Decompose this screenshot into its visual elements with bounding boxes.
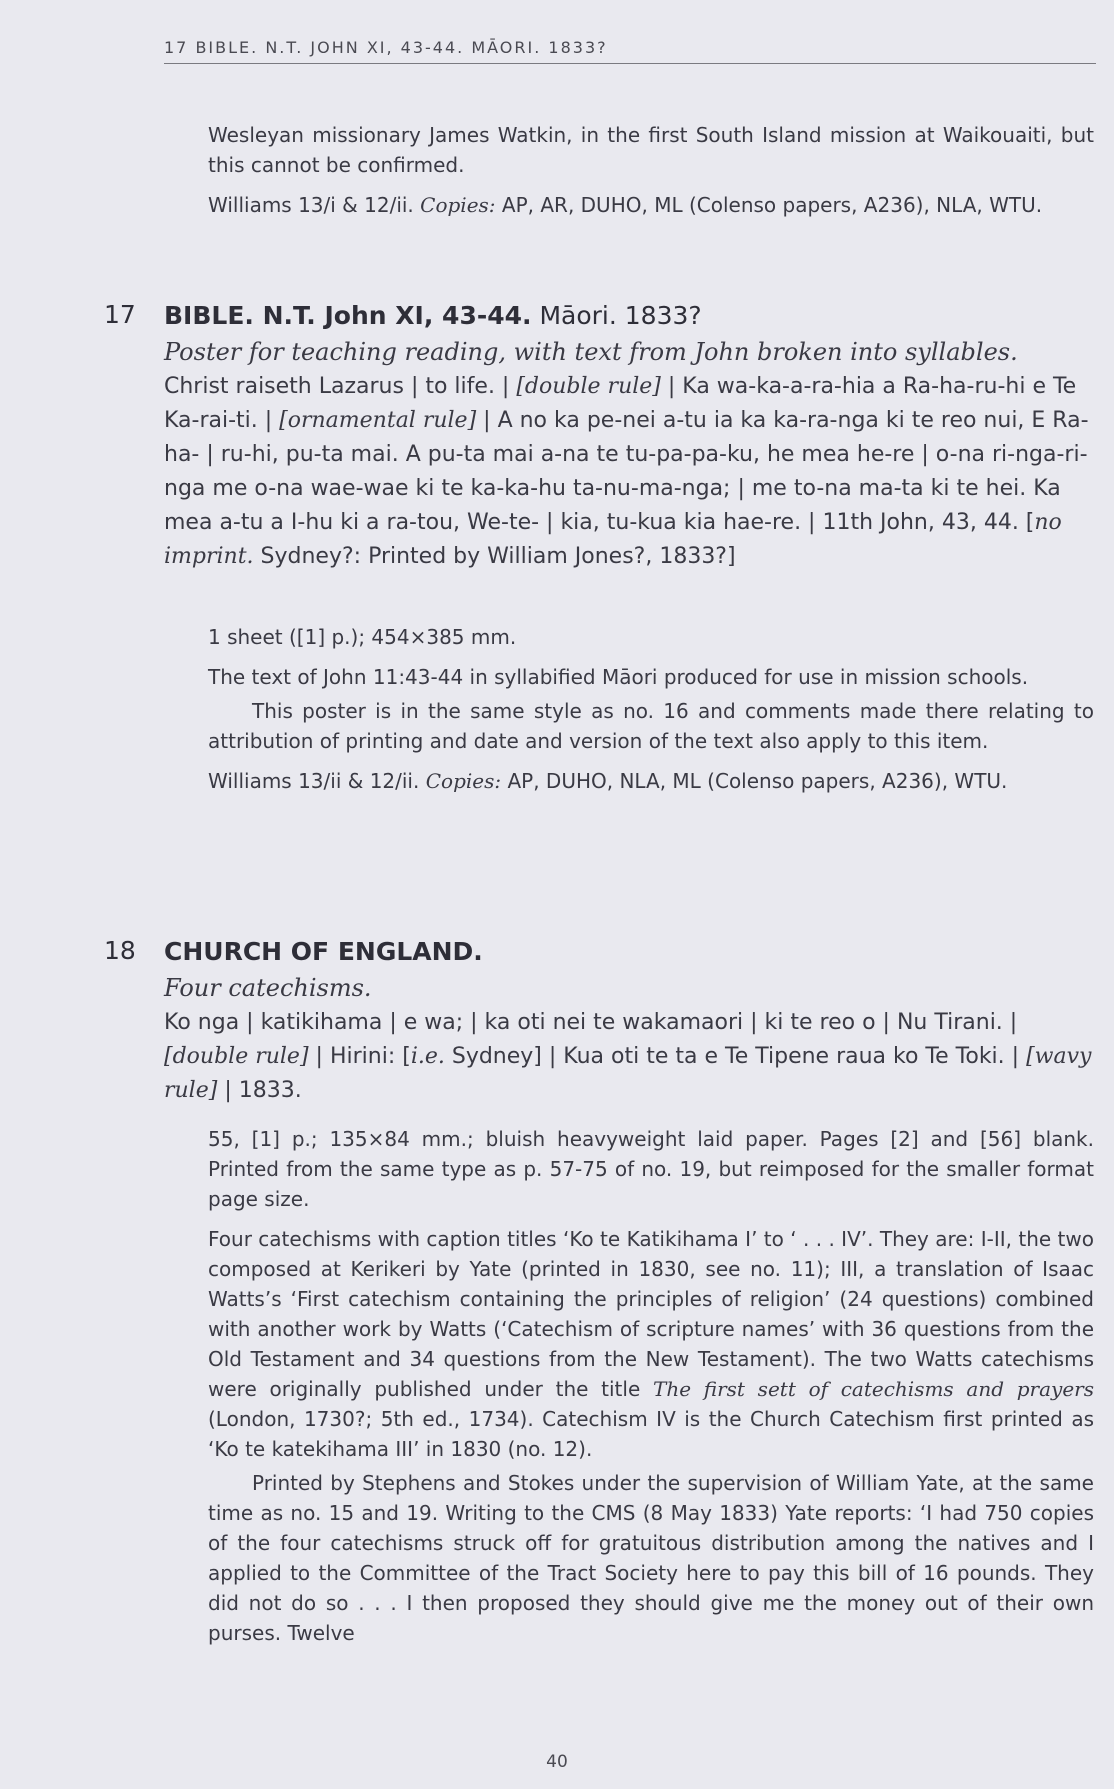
title-transcription (164, 370, 1094, 574)
entry-heading-language-date: Māori. 1833? (539, 301, 702, 330)
transcription-text: Sydney?: Printed by William Jones?, 1833?] (253, 544, 736, 569)
transcription-text: Ko nga | katikihama | e wa; | ka oti nei te wakamaori | ki te reo o | Nu Tirani. | (164, 1010, 1018, 1035)
transcription-text: | Hirini: [ (308, 1044, 411, 1069)
title-transcription (164, 1006, 1094, 1108)
transcription-rule: [double rule] (516, 374, 661, 399)
copies-list: AP, AR, DUHO, ML (Colenso papers, A236), NLA, WTU. (501, 193, 1043, 217)
copies-label: Copies: (425, 769, 502, 793)
entry-number-17: 17 (104, 300, 136, 329)
entry-18-notes (208, 1124, 1094, 1648)
transcription-rule: [wavy rule] (164, 1044, 1092, 1103)
copies-line (208, 190, 1094, 220)
entry-18 (164, 934, 1094, 1108)
entry-heading-title: BIBLE. N.T. John XI, 43-44. (164, 301, 532, 330)
note-paragraph (208, 1224, 1094, 1464)
running-head: 17 BIBLE. N.T. JOHN XI, 43-44. MĀORI. 1833? (164, 38, 1096, 64)
transcription-text: Sydney] | Kua oti te ta e Te Tipene raua ko Te Toki. | (444, 1044, 1027, 1069)
entry-heading (164, 298, 1094, 334)
entry-number-18: 18 (104, 936, 136, 965)
note-paragraph: Wesleyan missionary James Watkin, in the first South Island mission at Waikouaiti, but this cannot be confirmed. (208, 123, 1094, 177)
copies-list: AP, DUHO, NLA, ML (Colenso papers, A236), WTU. (507, 769, 1008, 793)
note-text: (London, 1730?; 5th ed., 1734). Catechism IV is the Church Catechism first printed as ‘Ko te katekihama III’ in 1830 (no. 12). (208, 1407, 1094, 1461)
transcription-text: | 1833. (217, 1078, 302, 1103)
transcription-text: Christ raiseth Lazarus | to life. | (164, 374, 517, 399)
entry-16-continuation (208, 120, 1094, 220)
transcription-rule: [ornamental rule] (279, 408, 477, 433)
entry-17-notes (208, 622, 1094, 796)
note-paragraph: Printed by Stephens and Stokes under the supervision of William Yate, at the same time as no. 15 and 19. Writing to the CMS (8 May 1833) Yate reports: ‘I had 750 copies of the four catechisms struck off for gratuitous distribution among the natives and I applied to the Committee of the Tract Society here to pay this bill of 16 pounds. They did not do so . . . I then proposed they should give me the money out of their own purses. Twelve (208, 1471, 1094, 1645)
imprint-note: no imprint. (164, 510, 1062, 569)
entry-subtitle: Poster for teaching reading, with text from John broken into syllables. (164, 338, 1018, 366)
transcription-abbrev: i.e. (410, 1044, 445, 1069)
entry-heading (164, 934, 1094, 970)
entry-17 (164, 298, 1094, 574)
bibliography-ref: Williams 13/i & 12/ii. (208, 193, 414, 217)
transcription-text: | Ka wa-ka-a-ra-hia a Ra-ha-ru-hi e Te Ka-rai-ti. | (164, 374, 1077, 433)
page-number: 40 (546, 1752, 568, 1772)
work-title: The first sett of catechisms and prayers (652, 1377, 1094, 1401)
transcription-rule: [double rule] (164, 1044, 309, 1069)
entry-subtitle: Four catechisms. (164, 974, 372, 1002)
bibliography-ref: Williams 13/ii & 12/ii. (208, 769, 420, 793)
collation: 55, [1] p.; 135×84 mm.; bluish heavyweight laid paper. Pages [2] and [56] blank. Printed from the same type as p. 57-75 of no. 19, but reimposed for the smaller format page size. (208, 1127, 1094, 1211)
copies-label: Copies: (420, 193, 496, 217)
note-paragraph: This poster is in the same style as no. 16 and comments made there relating to attribution of printing and date and version of the text also apply to this item. (208, 699, 1094, 753)
copies-line (208, 766, 1094, 796)
transcription-text: | A no ka pe-nei a-tu ia ka ka-ra-nga ki te reo nui, E Ra-ha- | ru-hi, pu-ta mai. A pu-ta mai a-na te tu-pa-pa-ku, he mea he-re | o-na ri-nga-ri-nga me o-na wae-wae ki te ka-ka-hu ta-nu-ma-nga; | me to-na ma-ta ki te hei. Ka mea a-tu a I-hu ki a ra-tou, We-te- | kia, tu-kua kia hae-re. | 11th John, 43, 44. [ (164, 408, 1089, 535)
note-text: Four catechisms with caption titles ‘Ko te Katikihama I’ to ‘ . . . IV’. They are: I-II, the two composed at Kerikeri by Yate (printed in 1830, see no. 11); III, a translation of Isaac Watts’s ‘First catechism containing the principles of religion’ (24 questions) combined with another work by Watts (‘Catechism of scripture names’ with 36 questions from the Old Testament and 34 questions from the New Testament). The two Watts catechisms were originally published under the title (208, 1227, 1094, 1401)
entry-heading-title: CHURCH OF ENGLAND. (164, 937, 483, 966)
note-paragraph: The text of John 11:43-44 in syllabified Māori produced for use in mission schools. (208, 665, 1029, 689)
collation: 1 sheet ([1] p.); 454×385 mm. (208, 625, 517, 649)
